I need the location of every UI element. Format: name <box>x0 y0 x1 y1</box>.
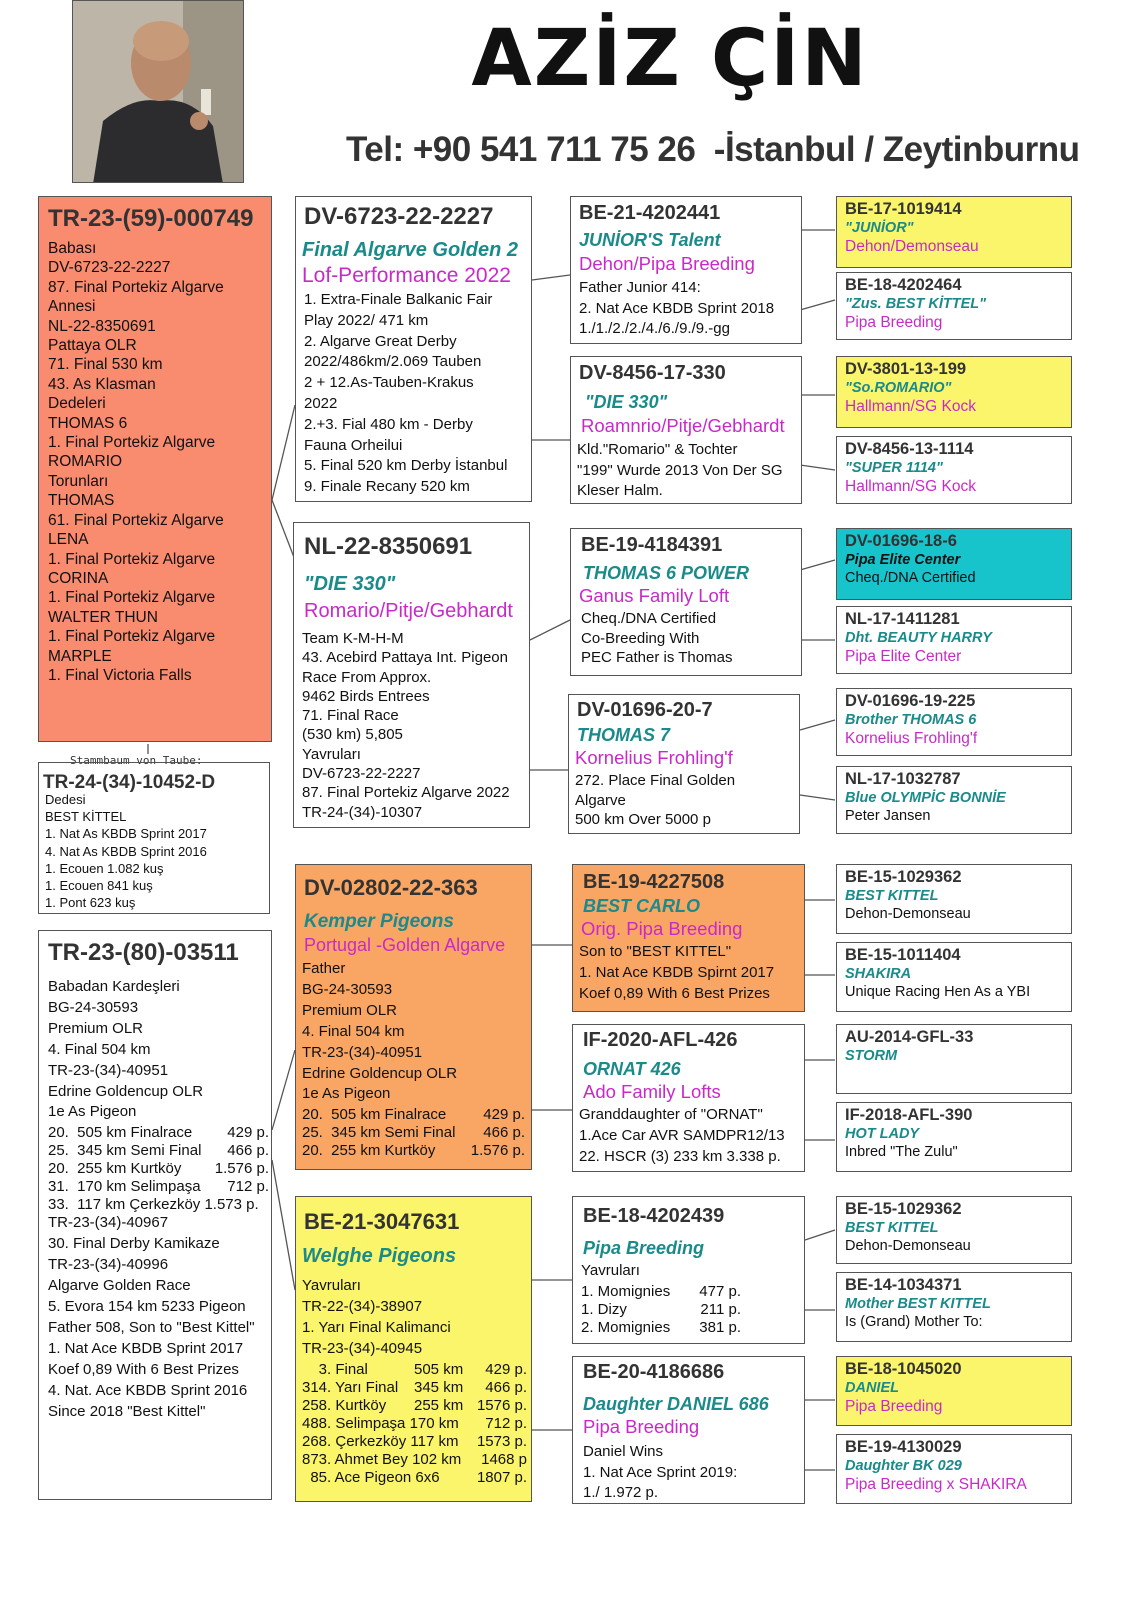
great-grandparent-card <box>836 1024 1072 1094</box>
result-label: 25. 345 km Semi Final <box>302 1124 456 1142</box>
detail-line: 2. Algarve Great Derby <box>304 332 457 350</box>
grandparent-1-ring: BE-21-4202441 <box>579 202 721 224</box>
sire-details <box>296 288 531 498</box>
result-row <box>48 1141 269 1159</box>
detail-line: 61. Final Portekiz Algarve <box>48 511 224 529</box>
result-row <box>302 1105 525 1123</box>
great-grandparent-ring: DV-01696-19-225 <box>845 692 976 710</box>
kemper-name: Kemper Pigeons <box>304 911 454 932</box>
grandparent-5-ring: BE-19-4227508 <box>583 871 725 893</box>
result-prize: 1468 p <box>481 1450 527 1468</box>
detail-line: 1./1./2./2./4./6./9./9.-gg <box>579 320 730 337</box>
result-row <box>48 1177 269 1195</box>
result-prize: 712 p. <box>227 1178 269 1196</box>
sire-name: Final Algarve Golden 2 <box>302 239 518 261</box>
detail-line: Race From Approx. <box>302 668 432 686</box>
detail-line: Father 508, Son to "Best Kittel" <box>48 1318 255 1336</box>
result-prize: 466 p. <box>485 1378 527 1396</box>
result-prize: 211 p. <box>700 1300 741 1318</box>
detail-line: 1. Final Portekiz Algarve <box>48 550 216 568</box>
great-grandparent-card <box>836 1272 1072 1342</box>
detail-line: TR-24-(34)-10307 <box>302 803 423 821</box>
grandparent-1-details <box>571 275 801 340</box>
detail-line: 1. Yarı Final Kalimanci <box>302 1318 451 1336</box>
detail-line: NL-22-8350691 <box>48 317 156 335</box>
welghe-name: Welghe Pigeons <box>302 1245 457 1267</box>
result-row <box>48 1195 269 1213</box>
result-row <box>302 1432 527 1450</box>
great-grandparent-name: Mother BEST KITTEL <box>845 1296 991 1312</box>
detail-line: Torunları <box>48 472 109 490</box>
detail-line: Yavruları <box>581 1262 640 1279</box>
great-grandparent-name: SHAKIRA <box>845 966 912 982</box>
stammbaum-details <box>45 791 207 911</box>
result-label: 1. Momignies <box>581 1282 671 1300</box>
grandparent-7-ring: BE-18-4202439 <box>583 1205 725 1227</box>
detail-line: 1. Nat As KBDB Sprint 2017 <box>45 826 207 842</box>
result-label: 2. Momignies <box>581 1318 671 1336</box>
great-grandparent-card <box>836 528 1072 600</box>
detail-line: 2.+3. Fial 480 km - Derby <box>304 415 473 433</box>
grandparent-card-2 <box>570 356 802 504</box>
detail-line: 1. Final Portekiz Algarve <box>48 628 216 646</box>
detail-line: WALTER THUN <box>48 608 158 626</box>
result-label: 1. Dizy <box>581 1300 627 1318</box>
sibling-pigeon-details <box>39 967 271 1123</box>
detail-line: 1. Ecouen 1.082 kuş <box>45 860 164 876</box>
detail-line: THOMAS 6 <box>48 414 128 432</box>
great-grandparent-note: Dehon-Demonseau <box>845 1238 971 1254</box>
great-grandparent-name: "JUNİOR" <box>845 220 914 236</box>
result-label: 31. 170 km Selimpaşa <box>48 1178 201 1196</box>
kemper-breeder: Portugal -Golden Algarve <box>304 935 506 955</box>
result-label: 268. Çerkezköy 117 km <box>302 1432 459 1450</box>
detail-line: 1./ 1.972 p. <box>583 1484 659 1502</box>
grandparent-3-breeder: Ganus Family Loft <box>579 585 730 606</box>
detail-line: Edrine Goldencup OLR <box>302 1064 458 1082</box>
great-grandparent-ring: DV-8456-13-1114 <box>845 440 974 458</box>
detail-line: LENA <box>48 531 89 549</box>
grandparent-8-name: Daughter DANIEL 686 <box>583 1394 769 1414</box>
detail-line: TR-22-(34)-38907 <box>302 1297 423 1315</box>
grandparent-2-breeder: Roamnrio/Pitje/Gebhardt <box>581 415 785 436</box>
grandparent-3-details <box>571 607 801 668</box>
owner-name: AZİZ ÇİN <box>471 14 869 104</box>
great-grandparent-ring: BE-15-1011404 <box>845 946 961 964</box>
sire-breeder: Lof-Performance 2022 <box>302 264 511 287</box>
detail-line: Babası <box>48 240 97 257</box>
great-grandparent-name: HOT LADY <box>845 1126 920 1142</box>
result-label: 25. 345 km Semi Final <box>48 1142 202 1160</box>
detail-line: 2 + 12.As-Tauben-Krakus <box>304 374 474 392</box>
detail-line: 87. Final Portekiz Algarve <box>48 278 224 296</box>
kemper-pigeon-card <box>295 864 532 1170</box>
detail-line: 71. Final 530 km <box>48 356 163 374</box>
great-grandparent-note: Cheq./DNA Certified <box>845 570 976 586</box>
detail-line: Yavruları <box>302 745 361 763</box>
great-grandparent-note: Dehon/Demonseau <box>845 238 979 255</box>
grandparent-1-name: JUNİOR'S Talent <box>579 230 721 250</box>
great-grandparent-ring: BE-17-1019414 <box>845 200 962 218</box>
great-grandparent-note: Pipa Breeding x SHAKIRA <box>845 1476 1027 1493</box>
great-grandparent-name: DANIEL <box>845 1380 899 1396</box>
detail-line: 30. Final Derby Kamikaze <box>48 1235 220 1253</box>
result-row <box>302 1414 527 1432</box>
result-prize: 466 p. <box>483 1124 525 1142</box>
result-row <box>581 1300 741 1318</box>
dam-details <box>294 623 529 822</box>
grandparent-card-3 <box>570 528 802 676</box>
detail-line: 2022/486km/2.069 Tauben <box>304 353 482 371</box>
detail-line: Koef 0,89 With 6 Best Prizes <box>579 984 770 1002</box>
great-grandparent-name: "SUPER 1114" <box>845 460 943 476</box>
detail-line: Premium OLR <box>302 1001 398 1019</box>
great-grandparent-ring: DV-01696-18-6 <box>845 532 957 550</box>
stammbaum-top-rule <box>38 762 270 763</box>
great-grandparent-ring: BE-14-1034371 <box>845 1276 962 1294</box>
detail-line: THOMAS <box>48 492 115 510</box>
stammbaum-label: Stammbaum von Taube: <box>67 754 205 767</box>
great-grandparent-name: Daughter BK 029 <box>845 1458 962 1474</box>
sire-card <box>295 196 532 502</box>
great-grandparent-ring: BE-18-1045020 <box>845 1360 962 1378</box>
detail-line: Play 2022/ 471 km <box>304 311 429 329</box>
grandparent-1-breeder: Dehon/Pipa Breeding <box>579 253 755 274</box>
result-prize: 429 p. <box>485 1360 527 1378</box>
detail-line: 4. Final 504 km <box>302 1022 405 1040</box>
result-distance: 255 km <box>414 1396 464 1414</box>
result-distance: 345 km <box>414 1378 464 1396</box>
detail-line: 1. Pont 623 kuş <box>45 895 136 911</box>
grandparent-4-name: THOMAS 7 <box>577 725 671 745</box>
great-grandparent-note: Dehon-Demonseau <box>845 906 971 922</box>
dam-breeder: Romario/Pitje/Gebhardt <box>304 600 513 622</box>
detail-line: 1e As Pigeon <box>48 1103 137 1121</box>
great-grandparent-card <box>836 436 1072 504</box>
result-label: 20. 255 km Kurtköy <box>48 1160 182 1178</box>
detail-line: Son to "BEST KITTEL" <box>579 943 732 960</box>
grandparent-3-ring: BE-19-4184391 <box>581 534 723 556</box>
great-grandparent-note: Kornelius Frohling'f <box>845 730 978 747</box>
result-label: 85. Ace Pigeon 6x6 <box>302 1468 440 1486</box>
result-row <box>581 1318 741 1336</box>
kemper-race-results <box>296 1105 531 1159</box>
great-grandparent-name: Pipa Elite Center <box>845 552 961 568</box>
kemper-ring: DV-02802-22-363 <box>304 875 478 900</box>
great-grandparent-card <box>836 942 1072 1012</box>
detail-line: 22. HSCR (3) 233 km 3.338 p. <box>579 1147 781 1165</box>
grandparent-7-results <box>573 1282 741 1336</box>
detail-line: Cheq./DNA Certified <box>581 610 717 627</box>
result-row <box>48 1123 269 1141</box>
detail-line: Father <box>302 960 346 977</box>
detail-line: ROMARIO <box>48 453 123 471</box>
result-label: 20. 505 km Finalrace <box>48 1124 193 1142</box>
grandparent-card-6 <box>572 1024 805 1172</box>
result-row <box>302 1396 527 1414</box>
welghe-ring: BE-21-3047631 <box>304 1209 460 1234</box>
great-grandparent-card <box>836 196 1072 268</box>
detail-line: Pattaya OLR <box>48 337 137 355</box>
stammbaum-card <box>38 754 270 914</box>
grandparent-5-name: BEST CARLO <box>583 896 700 916</box>
detail-line: Kleser Halm. <box>577 482 663 499</box>
detail-line: Annesi <box>48 298 96 316</box>
dam-card <box>293 522 530 828</box>
great-grandparent-note: Unique Racing Hen As a YBI <box>845 984 1031 1000</box>
grandparent-4-breeder: Kornelius Frohling'f <box>575 747 733 768</box>
detail-line: Algarve <box>575 791 626 809</box>
great-grandparent-ring: BE-15-1029362 <box>845 868 962 886</box>
grandparent-card-7 <box>572 1196 805 1344</box>
result-row <box>302 1378 527 1396</box>
detail-line: Team K-M-H-M <box>302 630 404 647</box>
great-grandparent-card <box>836 356 1072 428</box>
detail-line: 1. Ecouen 841 kuş <box>45 878 153 894</box>
great-grandparent-card <box>836 1356 1072 1426</box>
great-grandparent-note: Hallmann/SG Kock <box>845 398 976 415</box>
detail-line: (530 km) 5,805 <box>302 726 403 744</box>
detail-line: Algarve Golden Race <box>48 1277 191 1295</box>
detail-line: DV-6723-22-2227 <box>48 259 171 277</box>
detail-line: TR-23-(34)-40951 <box>48 1061 169 1079</box>
main-pigeon-details <box>39 233 271 685</box>
detail-line: 4. Nat. Ace KBDB Sprint 2016 <box>48 1381 248 1399</box>
result-prize: 712 p. <box>485 1414 527 1432</box>
detail-line: Daniel Wins <box>583 1443 664 1460</box>
great-grandparent-ring: NL-17-1032787 <box>845 770 961 788</box>
detail-line: Edrine Goldencup OLR <box>48 1082 204 1100</box>
detail-line: 4. Nat As KBDB Sprint 2016 <box>45 843 207 859</box>
great-grandparent-note: Inbred "The Zulu" <box>845 1144 958 1160</box>
grandparent-5-breeder: Orig. Pipa Breeding <box>581 918 743 939</box>
great-grandparent-name: BEST KITTEL <box>845 1220 939 1236</box>
detail-line: 9462 Birds Entrees <box>302 687 430 705</box>
grandparent-6-name: ORNAT 426 <box>583 1059 681 1079</box>
detail-line: Since 2018 "Best Kittel" <box>48 1402 206 1420</box>
great-grandparent-name: Dht. BEAUTY HARRY <box>845 630 992 646</box>
great-grandparent-name: "So.ROMARIO" <box>845 380 952 396</box>
detail-line: BG-24-30593 <box>48 998 139 1016</box>
grandparent-6-details <box>573 1103 804 1167</box>
result-prize: 466 p. <box>227 1142 269 1160</box>
grandparent-card-5 <box>572 864 805 1012</box>
detail-line: Co-Breeding With <box>581 629 700 647</box>
great-grandparent-note: Pipa Breeding <box>845 1398 943 1415</box>
grandparent-7-details <box>573 1259 804 1282</box>
great-grandparent-ring: IF-2018-AFL-390 <box>845 1106 973 1124</box>
detail-line: 1. Nat Ace KBDB Sprint 2017 <box>48 1339 244 1357</box>
great-grandparent-ring: AU-2014-GFL-33 <box>845 1028 974 1046</box>
great-grandparent-card <box>836 688 1072 756</box>
grandparent-7-name: Pipa Breeding <box>583 1238 705 1258</box>
owner-contact: Tel: +90 541 711 75 26 -İstanbul / Zeytinburnu <box>346 130 1080 169</box>
dam-ring: NL-22-8350691 <box>304 533 473 560</box>
great-grandparent-note: Peter Jansen <box>845 808 931 824</box>
welghe-race-results <box>296 1360 531 1486</box>
grandparent-8-ring: BE-20-4186686 <box>583 1361 725 1383</box>
grandparent-card-8 <box>572 1356 805 1504</box>
grandparent-6-ring: IF-2020-AFL-426 <box>583 1029 738 1051</box>
kemper-details <box>296 956 531 1105</box>
detail-line: Koef 0,89 With 6 Best Prizes <box>48 1360 239 1378</box>
great-grandparent-card <box>836 1196 1072 1264</box>
great-grandparent-note: Pipa Breeding <box>845 314 943 331</box>
detail-line: 1. Final Portekiz Algarve <box>48 589 216 607</box>
detail-line: 1. Final Portekiz Algarve <box>48 434 216 452</box>
great-grandparent-name: "Zus. BEST KİTTEL" <box>845 296 987 312</box>
result-prize: 1807 p. <box>476 1468 527 1486</box>
result-prize: 477 p. <box>699 1282 741 1300</box>
result-label: 488. Selimpaşa 170 km <box>302 1414 459 1432</box>
detail-line: Babadan Kardeşleri <box>48 978 180 995</box>
detail-line: TR-23-(34)-40967 <box>48 1214 169 1232</box>
great-grandparent-name: Brother THOMAS 6 <box>845 712 977 728</box>
detail-line: Yavruları <box>302 1277 361 1294</box>
grandparent-3-name: THOMAS 6 POWER <box>583 563 750 583</box>
result-prize: 1.576 p. <box>214 1160 269 1178</box>
grandparent-8-details <box>573 1438 804 1504</box>
great-grandparent-note: Hallmann/SG Kock <box>845 478 976 495</box>
detail-line: Premium OLR <box>48 1019 144 1037</box>
detail-line: TR-23-(34)-40951 <box>302 1043 423 1061</box>
result-row <box>302 1123 525 1141</box>
grandparent-4-details <box>569 769 799 830</box>
grandparent-4-ring: DV-01696-20-7 <box>577 699 713 721</box>
detail-line: 87. Final Portekiz Algarve 2022 <box>302 784 510 802</box>
detail-line: Granddaughter of "ORNAT" <box>579 1106 763 1123</box>
great-grandparent-ring: NL-17-1411281 <box>845 610 960 628</box>
detail-line: PEC Father is Thomas <box>581 649 733 667</box>
great-grandparent-note: Pipa Elite Center <box>845 648 962 665</box>
grandparent-2-ring: DV-8456-17-330 <box>579 362 726 384</box>
detail-line: TR-23-(34)-40996 <box>48 1256 169 1274</box>
great-grandparent-name: Blue OLYMPİC BONNİE <box>845 790 1006 806</box>
result-row <box>302 1141 525 1159</box>
great-grandparent-card <box>836 864 1072 934</box>
detail-line: Father Junior 414: <box>579 279 701 296</box>
result-row <box>302 1468 527 1486</box>
sire-ring: DV-6723-22-2227 <box>304 203 494 230</box>
result-distance: 505 km <box>414 1360 464 1378</box>
detail-line: "199" Wurde 2013 Von Der SG <box>577 461 783 479</box>
detail-line: 1e As Pigeon <box>302 1085 391 1103</box>
detail-line: BG-24-30593 <box>302 980 393 998</box>
detail-line: 43. As Klasman <box>48 375 156 393</box>
stammbaum-ring: TR-24-(34)-10452-D <box>43 772 216 793</box>
detail-line: 43. Acebird Pattaya Int. Pigeon <box>302 649 508 667</box>
result-label: 258. Kurtköy <box>302 1396 387 1414</box>
result-prize: 1576 p. <box>476 1396 527 1414</box>
great-grandparent-ring: BE-19-4130029 <box>845 1438 962 1456</box>
detail-line: 1.Ace Car AVR SAMDPR12/13 <box>579 1126 785 1144</box>
detail-line: 9. Finale Recany 520 km <box>304 478 470 496</box>
detail-line: MARPLE <box>48 647 112 665</box>
result-label: 873. Ahmet Bey 102 km <box>302 1450 462 1468</box>
great-grandparent-card <box>836 272 1072 340</box>
main-pigeon-card <box>38 196 272 742</box>
result-row <box>302 1450 527 1468</box>
detail-line: 272. Place Final Golden <box>575 772 736 789</box>
grandparent-2-name: "DIE 330" <box>585 392 668 412</box>
detail-line: Kld."Romario" & Tochter <box>577 441 738 458</box>
great-grandparent-note: Is (Grand) Mother To: <box>845 1314 983 1330</box>
detail-line: Dedeleri <box>48 395 106 413</box>
detail-line: BEST KİTTEL <box>45 809 127 825</box>
main-pigeon-ring: TR-23-(59)-000749 <box>48 205 254 232</box>
great-grandparent-ring: DV-3801-13-199 <box>845 360 967 378</box>
result-row <box>48 1159 269 1177</box>
result-label: 20. 505 km Finalrace <box>302 1106 447 1124</box>
result-prize: 381 p. <box>699 1318 741 1336</box>
grandparent-2-details <box>571 437 801 502</box>
detail-line: 1. Nat Ace Sprint 2019: <box>583 1463 738 1481</box>
result-label: 314. Yarı Final <box>302 1378 399 1396</box>
result-label: 20. 255 km Kurtköy <box>302 1142 436 1160</box>
result-prize: 1.576 p. <box>470 1142 525 1160</box>
great-grandparent-ring: BE-18-4202464 <box>845 276 962 294</box>
detail-line: 2022 <box>304 394 338 412</box>
dam-name: "DIE 330" <box>304 573 396 595</box>
great-grandparent-note <box>837 1064 1071 1066</box>
detail-line: Dedesi <box>45 792 86 807</box>
detail-line: 500 km Over 5000 p <box>575 811 711 829</box>
owner-photo <box>72 0 244 183</box>
grandparent-card-1 <box>570 196 802 344</box>
great-grandparent-card <box>836 1102 1072 1172</box>
grandparent-6-breeder: Ado Family Lofts <box>583 1081 721 1102</box>
result-prize: 429 p. <box>227 1124 269 1142</box>
result-row <box>302 1360 527 1378</box>
great-grandparent-card <box>836 766 1072 834</box>
detail-line: 1. Nat Ace KBDB Spirnt 2017 <box>579 963 775 981</box>
detail-line: 1. Final Victoria Falls <box>48 666 192 684</box>
grandparent-card-4 <box>568 694 800 834</box>
detail-line: DV-6723-22-2227 <box>302 765 421 783</box>
great-grandparent-card <box>836 1434 1072 1504</box>
detail-line: CORINA <box>48 569 109 587</box>
detail-line: 4. Final 504 km <box>48 1040 151 1058</box>
great-grandparent-ring: BE-15-1029362 <box>845 1200 962 1218</box>
great-grandparent-name: BEST KITTEL <box>845 888 939 904</box>
detail-line: 2. Nat Ace KBDB Sprint 2018 <box>579 299 775 317</box>
sibling-pigeon-notes <box>39 1213 271 1422</box>
result-prize: 1573 p. <box>476 1432 527 1450</box>
detail-line: 5. Final 520 km Derby İstanbul <box>304 457 508 475</box>
grandparent-5-details <box>573 940 804 1004</box>
detail-line: Fauna Orheilui <box>304 436 403 454</box>
result-label: 3. Final <box>302 1360 368 1378</box>
result-row <box>581 1282 741 1300</box>
sibling-pigeon-ring: TR-23-(80)-03511 <box>48 939 239 966</box>
detail-line: 5. Evora 154 km 5233 Pigeon <box>48 1297 246 1315</box>
grandparent-8-breeder: Pipa Breeding <box>583 1416 700 1437</box>
sibling-race-results <box>39 1123 271 1213</box>
sibling-pigeon-card <box>38 930 272 1500</box>
result-prize: 429 p. <box>483 1106 525 1124</box>
detail-line: 71. Final Race <box>302 707 399 725</box>
welghe-details <box>296 1268 531 1360</box>
result-label: 33. 117 km Çerkezköy 1.573 p. <box>48 1196 259 1214</box>
detail-line: 1. Extra-Finale Balkanic Fair <box>304 291 493 308</box>
detail-line: TR-23-(34)-40945 <box>302 1339 423 1357</box>
welghe-pigeon-card <box>295 1196 532 1502</box>
great-grandparent-card <box>836 606 1072 674</box>
great-grandparent-name: STORM <box>845 1048 898 1064</box>
